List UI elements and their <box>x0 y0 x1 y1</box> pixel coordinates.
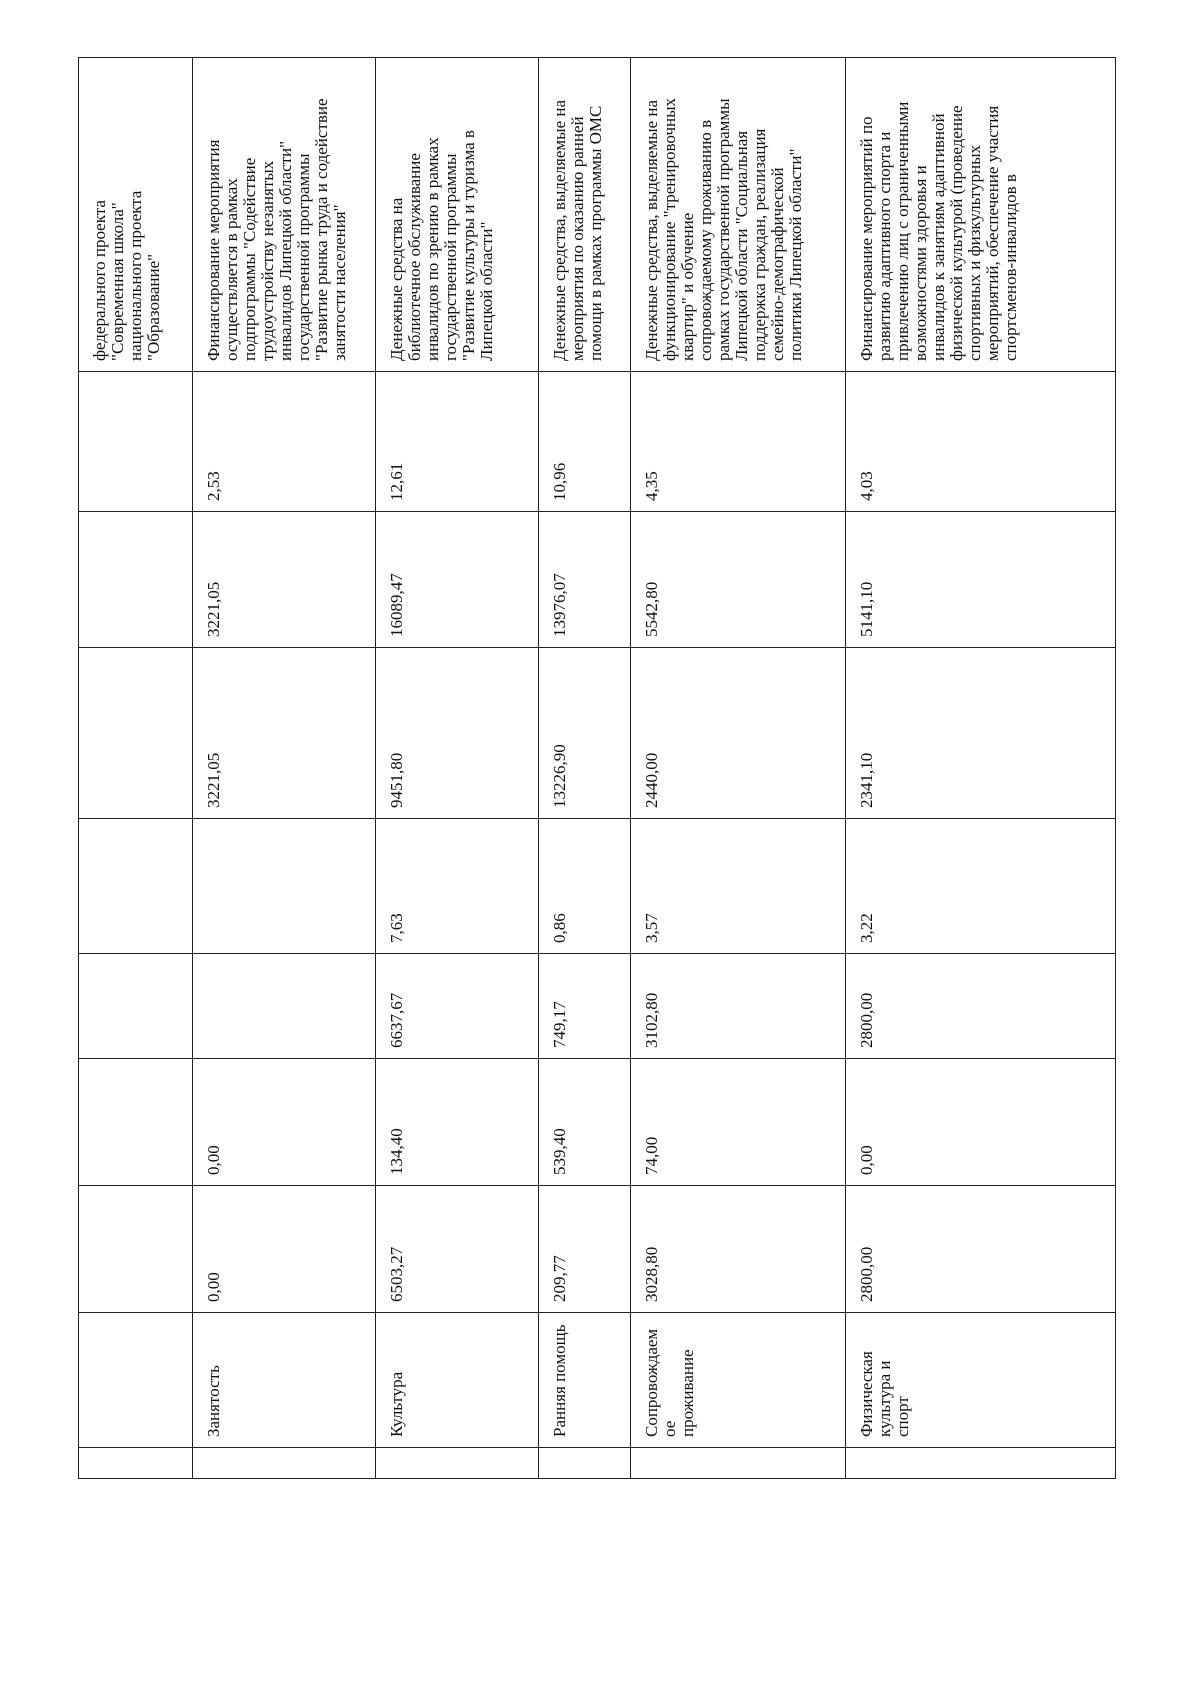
table-cell: 6637,67 <box>376 954 539 1059</box>
table-cell: 3221,05 <box>193 648 376 819</box>
table-cell: 2800,00 <box>846 1186 1116 1313</box>
table-cell: 16089,47 <box>376 512 539 648</box>
table-cell <box>79 512 193 648</box>
table-cell <box>79 372 193 512</box>
table-cell: Денежные средства, выделяемые на мероприятия по оказанию ранней помощи в рамках программы ОМС <box>539 58 631 372</box>
table-cell: 6503,27 <box>376 1186 539 1313</box>
table-cell: Денежные средства, выделяемые на функционирование "тренировочных квартир" и обучение сопровождаемому проживанию в рамках государственной программы Липецкой области "Социальная поддержка граждан, реализация семейно-демографической политики Липецкой области" <box>631 58 846 372</box>
row-supported-living <box>631 58 846 1479</box>
financing-table <box>78 57 1116 1479</box>
table-cell: 3028,80 <box>631 1186 846 1313</box>
table-cell: Физическая культура и спорт <box>846 1313 1116 1448</box>
table-cell: Занятость <box>193 1313 376 1448</box>
table-cell: 4,35 <box>631 372 846 512</box>
table-cell <box>79 954 193 1059</box>
table-cell: 0,86 <box>539 819 631 954</box>
table-cell: 3102,80 <box>631 954 846 1059</box>
table-cell: 134,40 <box>376 1059 539 1186</box>
table-cell: 539,40 <box>539 1059 631 1186</box>
table-cell: 749,17 <box>539 954 631 1059</box>
table-cell: 3,22 <box>846 819 1116 954</box>
table-cell <box>79 1186 193 1313</box>
table-cell: 0,00 <box>193 1186 376 1313</box>
table-cell <box>79 648 193 819</box>
row-project-continuation <box>79 58 193 1479</box>
table-cell: 3221,05 <box>193 512 376 648</box>
table-cell: 5141,10 <box>846 512 1116 648</box>
table-cell: 0,00 <box>193 1059 376 1186</box>
table-cell: 9451,80 <box>376 648 539 819</box>
spacer-cell <box>539 1448 631 1479</box>
table-cell: Денежные средства на библиотечное обслуживание инвалидов по зрению в рамках государственной программы "Развитие культуры и туризма в Липецкой области" <box>376 58 539 372</box>
table-cell: 12,61 <box>376 372 539 512</box>
row-culture <box>376 58 539 1479</box>
table-cell: 7,63 <box>376 819 539 954</box>
spacer-cell <box>193 1448 376 1479</box>
table-cell: 209,77 <box>539 1186 631 1313</box>
table-cell: 5542,80 <box>631 512 846 648</box>
table-cell: Культура <box>376 1313 539 1448</box>
table-cell: 2800,00 <box>846 954 1116 1059</box>
table-cell: Финансирование мероприятия осуществляется в рамках подпрограммы "Содействие трудоустройству незанятых инвалидов Липецкой области" государственной программы "Развитие рынка труда и содействие занятости населения" <box>193 58 376 372</box>
table-cell: 10,96 <box>539 372 631 512</box>
table-cell: Ранняя помощь <box>539 1313 631 1448</box>
table-cell: 0,00 <box>846 1059 1116 1186</box>
spacer-cell <box>846 1448 1116 1479</box>
row-employment <box>193 58 376 1479</box>
table-cell: 13976,07 <box>539 512 631 648</box>
table-cell <box>193 819 376 954</box>
row-early-help <box>539 58 631 1479</box>
table-cell: 2,53 <box>193 372 376 512</box>
table-cell: Финансирование мероприятий по развитию адаптивного спорта и привлечению лиц с ограниченными возможностями здоровья и инвалидов к занятиям адаптивной физической культурой (проведение спортивных и физкультурных мероприятий, обеспечение участия спортсменов-инвалидов в <box>846 58 1116 372</box>
table-body <box>79 58 1116 1479</box>
table-cell <box>79 1059 193 1186</box>
spacer-cell <box>376 1448 539 1479</box>
table-cell <box>79 819 193 954</box>
spacer-cell <box>631 1448 846 1479</box>
table-cell: федерального проекта "Современная школа" национального проекта "Образование" <box>79 58 193 372</box>
row-sport <box>846 58 1116 1479</box>
table-cell: Сопровождаемое проживание <box>631 1313 846 1448</box>
table-cell: 13226,90 <box>539 648 631 819</box>
table-cell: 2341,10 <box>846 648 1116 819</box>
table-cell: 3,57 <box>631 819 846 954</box>
table-cell: 4,03 <box>846 372 1116 512</box>
table-cell <box>193 954 376 1059</box>
spacer-cell <box>79 1448 193 1479</box>
table-cell: 2440,00 <box>631 648 846 819</box>
table-cell <box>79 1313 193 1448</box>
table-cell: 74,00 <box>631 1059 846 1186</box>
